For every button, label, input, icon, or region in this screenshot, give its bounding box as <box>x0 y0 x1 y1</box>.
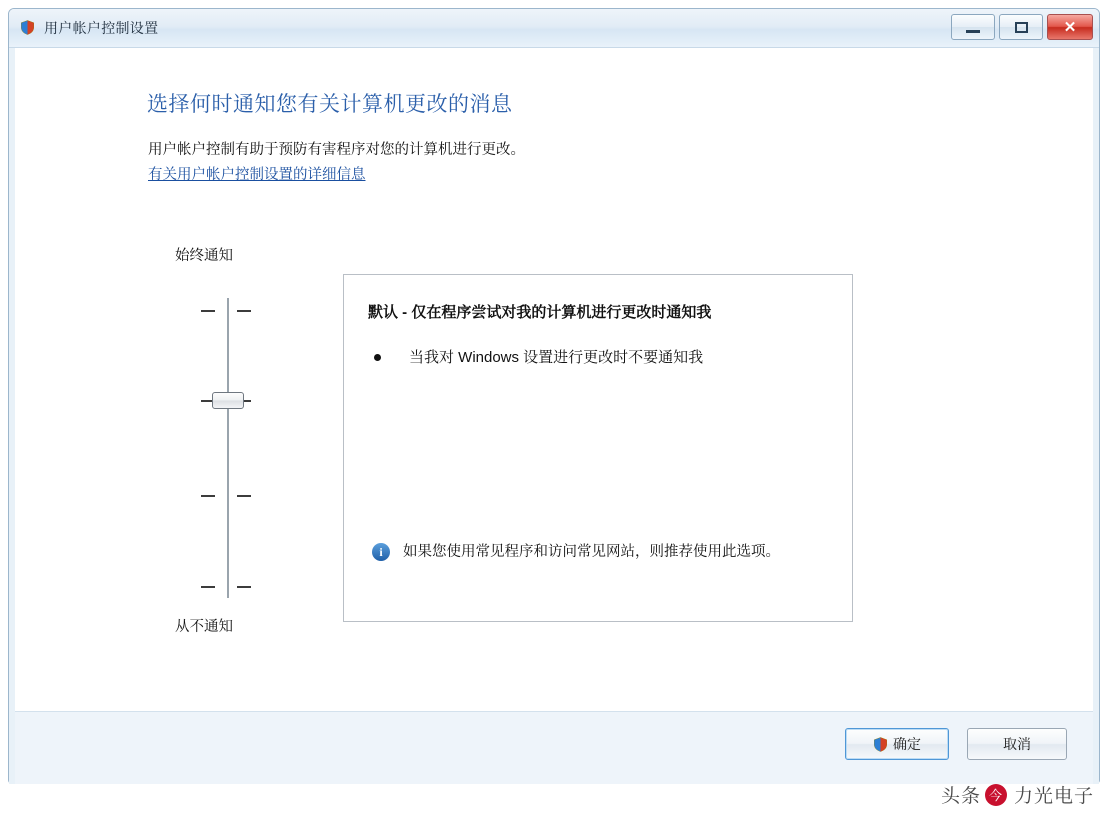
list-item <box>374 347 703 368</box>
minimize-icon <box>966 30 980 33</box>
window-title: 用户帐户控制设置 <box>44 20 159 36</box>
uac-shield-icon <box>19 19 37 37</box>
level-title: 默认 - 仅在程序尝试对我的计算机进行更改时通知我 <box>368 304 712 321</box>
recommendation-note <box>372 541 827 563</box>
notification-level-slider[interactable] <box>193 288 263 603</box>
cancel-button[interactable] <box>967 728 1067 760</box>
slider-tick <box>201 586 215 588</box>
uac-settings-window <box>8 8 1100 784</box>
watermark-prefix: 头条 <box>940 786 981 807</box>
bullet-text: 当我对 Windows 设置进行更改时不要通知我 <box>409 349 704 366</box>
maximize-button[interactable] <box>999 14 1043 40</box>
slider-tick <box>237 586 251 588</box>
window-content <box>9 48 1099 784</box>
slider-top-label: 始终通知 <box>175 248 233 264</box>
slider-tick <box>237 310 251 312</box>
watermark-logo-icon: 今 <box>985 784 1007 806</box>
slider-tick <box>237 495 251 497</box>
ok-button-label: 确定 <box>893 736 921 752</box>
minimize-button[interactable] <box>951 14 995 40</box>
content-inner <box>15 48 1093 784</box>
more-info-link[interactable]: 有关用户帐户控制设置的详细信息 <box>148 167 366 183</box>
page-title: 选择何时通知您有关计算机更改的消息 <box>147 93 513 116</box>
slider-tick <box>201 495 215 497</box>
bullet-icon <box>374 354 381 361</box>
slider-bottom-label: 从不通知 <box>175 619 233 635</box>
title-bar <box>9 9 1099 48</box>
slider-tick <box>201 310 215 312</box>
page-description: 用户帐户控制有助于预防有害程序对您的计算机进行更改。 <box>148 142 525 158</box>
close-icon: ✕ <box>1063 18 1077 36</box>
note-text: 如果您使用常见程序和访问常见网站，则推荐使用此选项。 <box>403 544 780 560</box>
footer-buttons <box>845 728 1067 760</box>
cancel-button-label: 取消 <box>1003 736 1031 752</box>
close-button[interactable] <box>1047 14 1093 40</box>
dialog-footer <box>15 711 1093 784</box>
slider-track <box>227 298 229 598</box>
slider-thumb[interactable] <box>212 392 244 409</box>
ok-button[interactable] <box>845 728 949 760</box>
maximize-icon <box>1015 22 1028 33</box>
level-description-panel <box>343 274 853 622</box>
window-controls <box>951 14 1093 40</box>
watermark-text: 力光电子 <box>1013 786 1094 807</box>
watermark <box>941 781 1094 808</box>
info-icon: i <box>372 543 390 561</box>
uac-shield-icon <box>873 737 888 752</box>
